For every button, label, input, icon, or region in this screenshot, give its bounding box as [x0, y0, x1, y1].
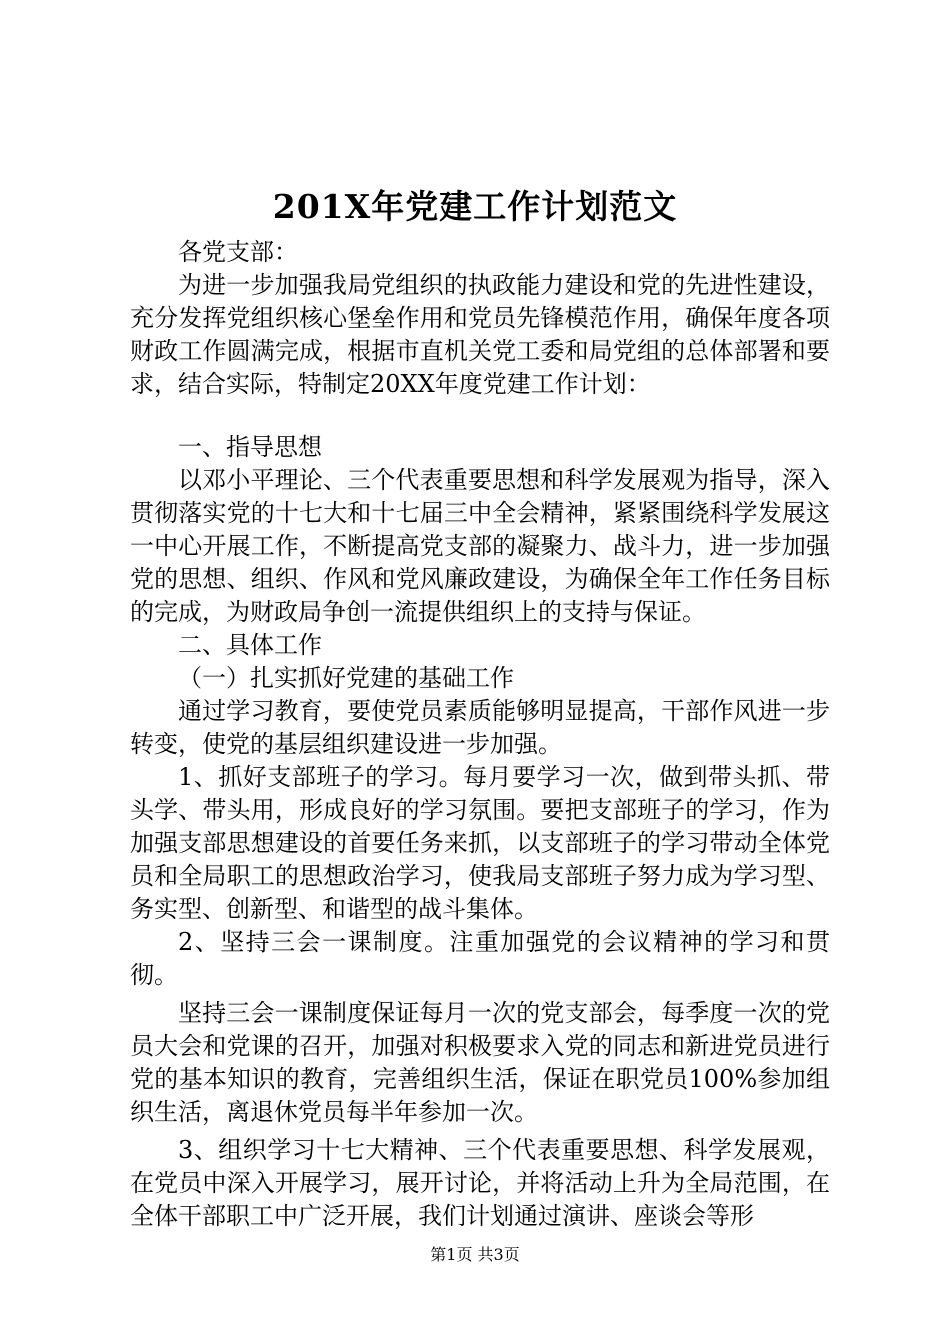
paragraph-education: 通过学习教育，要使党员素质能够明显提高，干部作风进一步转变，使党的基层组织建设进一步加强。 — [130, 697, 830, 758]
salutation: 各党支部： — [178, 238, 298, 266]
subheading-basic-work: （一）扎实抓好党建的基础工作 — [178, 664, 514, 692]
heading-guiding-thought: 一、指导思想 — [178, 433, 322, 461]
document-title: 201X年党建工作计划范文 — [272, 187, 678, 226]
item-3: 3、组织学习十七大精神、三个代表重要思想、科学发展观，在党员中深入开展学习，展开讨论，并将活动上升为全局范围，在全体干部职工中广泛开展，我们计划通过演讲、座谈会等形 — [130, 1136, 830, 1230]
paragraph-intro: 为进一步加强我局党组织的执政能力建设和党的先进性建设，充分发挥党组织核心堡垒作用和党员先锋模范作用，确保年度各项财政工作圆满完成，根据市直机关党工委和局党组的总体部署和要求，结合实际，特制定20XX年度党建工作计划： — [130, 271, 830, 398]
item-1: 1、抓好支部班子的学习。每月要学习一次，做到带头抓、带头学、带头用，形成良好的学习氛围。要把支部班子的学习，作为加强支部思想建设的首要任务来抓，以支部班子的学习带动全体党员和全局职工的思想政治学习，使我局支部班子努力成为学习型、务实型、创新型、和谐型的战斗集体。 — [130, 763, 830, 923]
page-footer: 第1页 共3页 — [430, 1245, 520, 1264]
item-2: 2、坚持三会一课制度。注重加强党的会议精神的学习和贯彻。 — [130, 928, 830, 989]
heading-specific-work: 二、具体工作 — [178, 631, 322, 659]
paragraph-meeting-system: 坚持三会一课制度保证每月一次的党支部会，每季度一次的党员大会和党课的召开，加强对积极要求入党的同志和新进党员进行党的基本知识的教育，完善组织生活，保证在职党员100%参加组织生活，离退休党员每半年参加一次。 — [130, 999, 830, 1126]
paragraph-guiding-thought: 以邓小平理论、三个代表重要思想和科学发展观为指导，深入贯彻落实党的十七大和十七届三中全会精神，紧紧围绕科学发展这一中心开展工作，不断提高党支部的凝聚力、战斗力，进一步加强党的思想、组织、作风和党风廉政建设，为确保全年工作任务目标的完成，为财政局争创一流提供组织上的支持与保证。 — [130, 466, 830, 626]
document-body — [130, 236, 830, 1233]
